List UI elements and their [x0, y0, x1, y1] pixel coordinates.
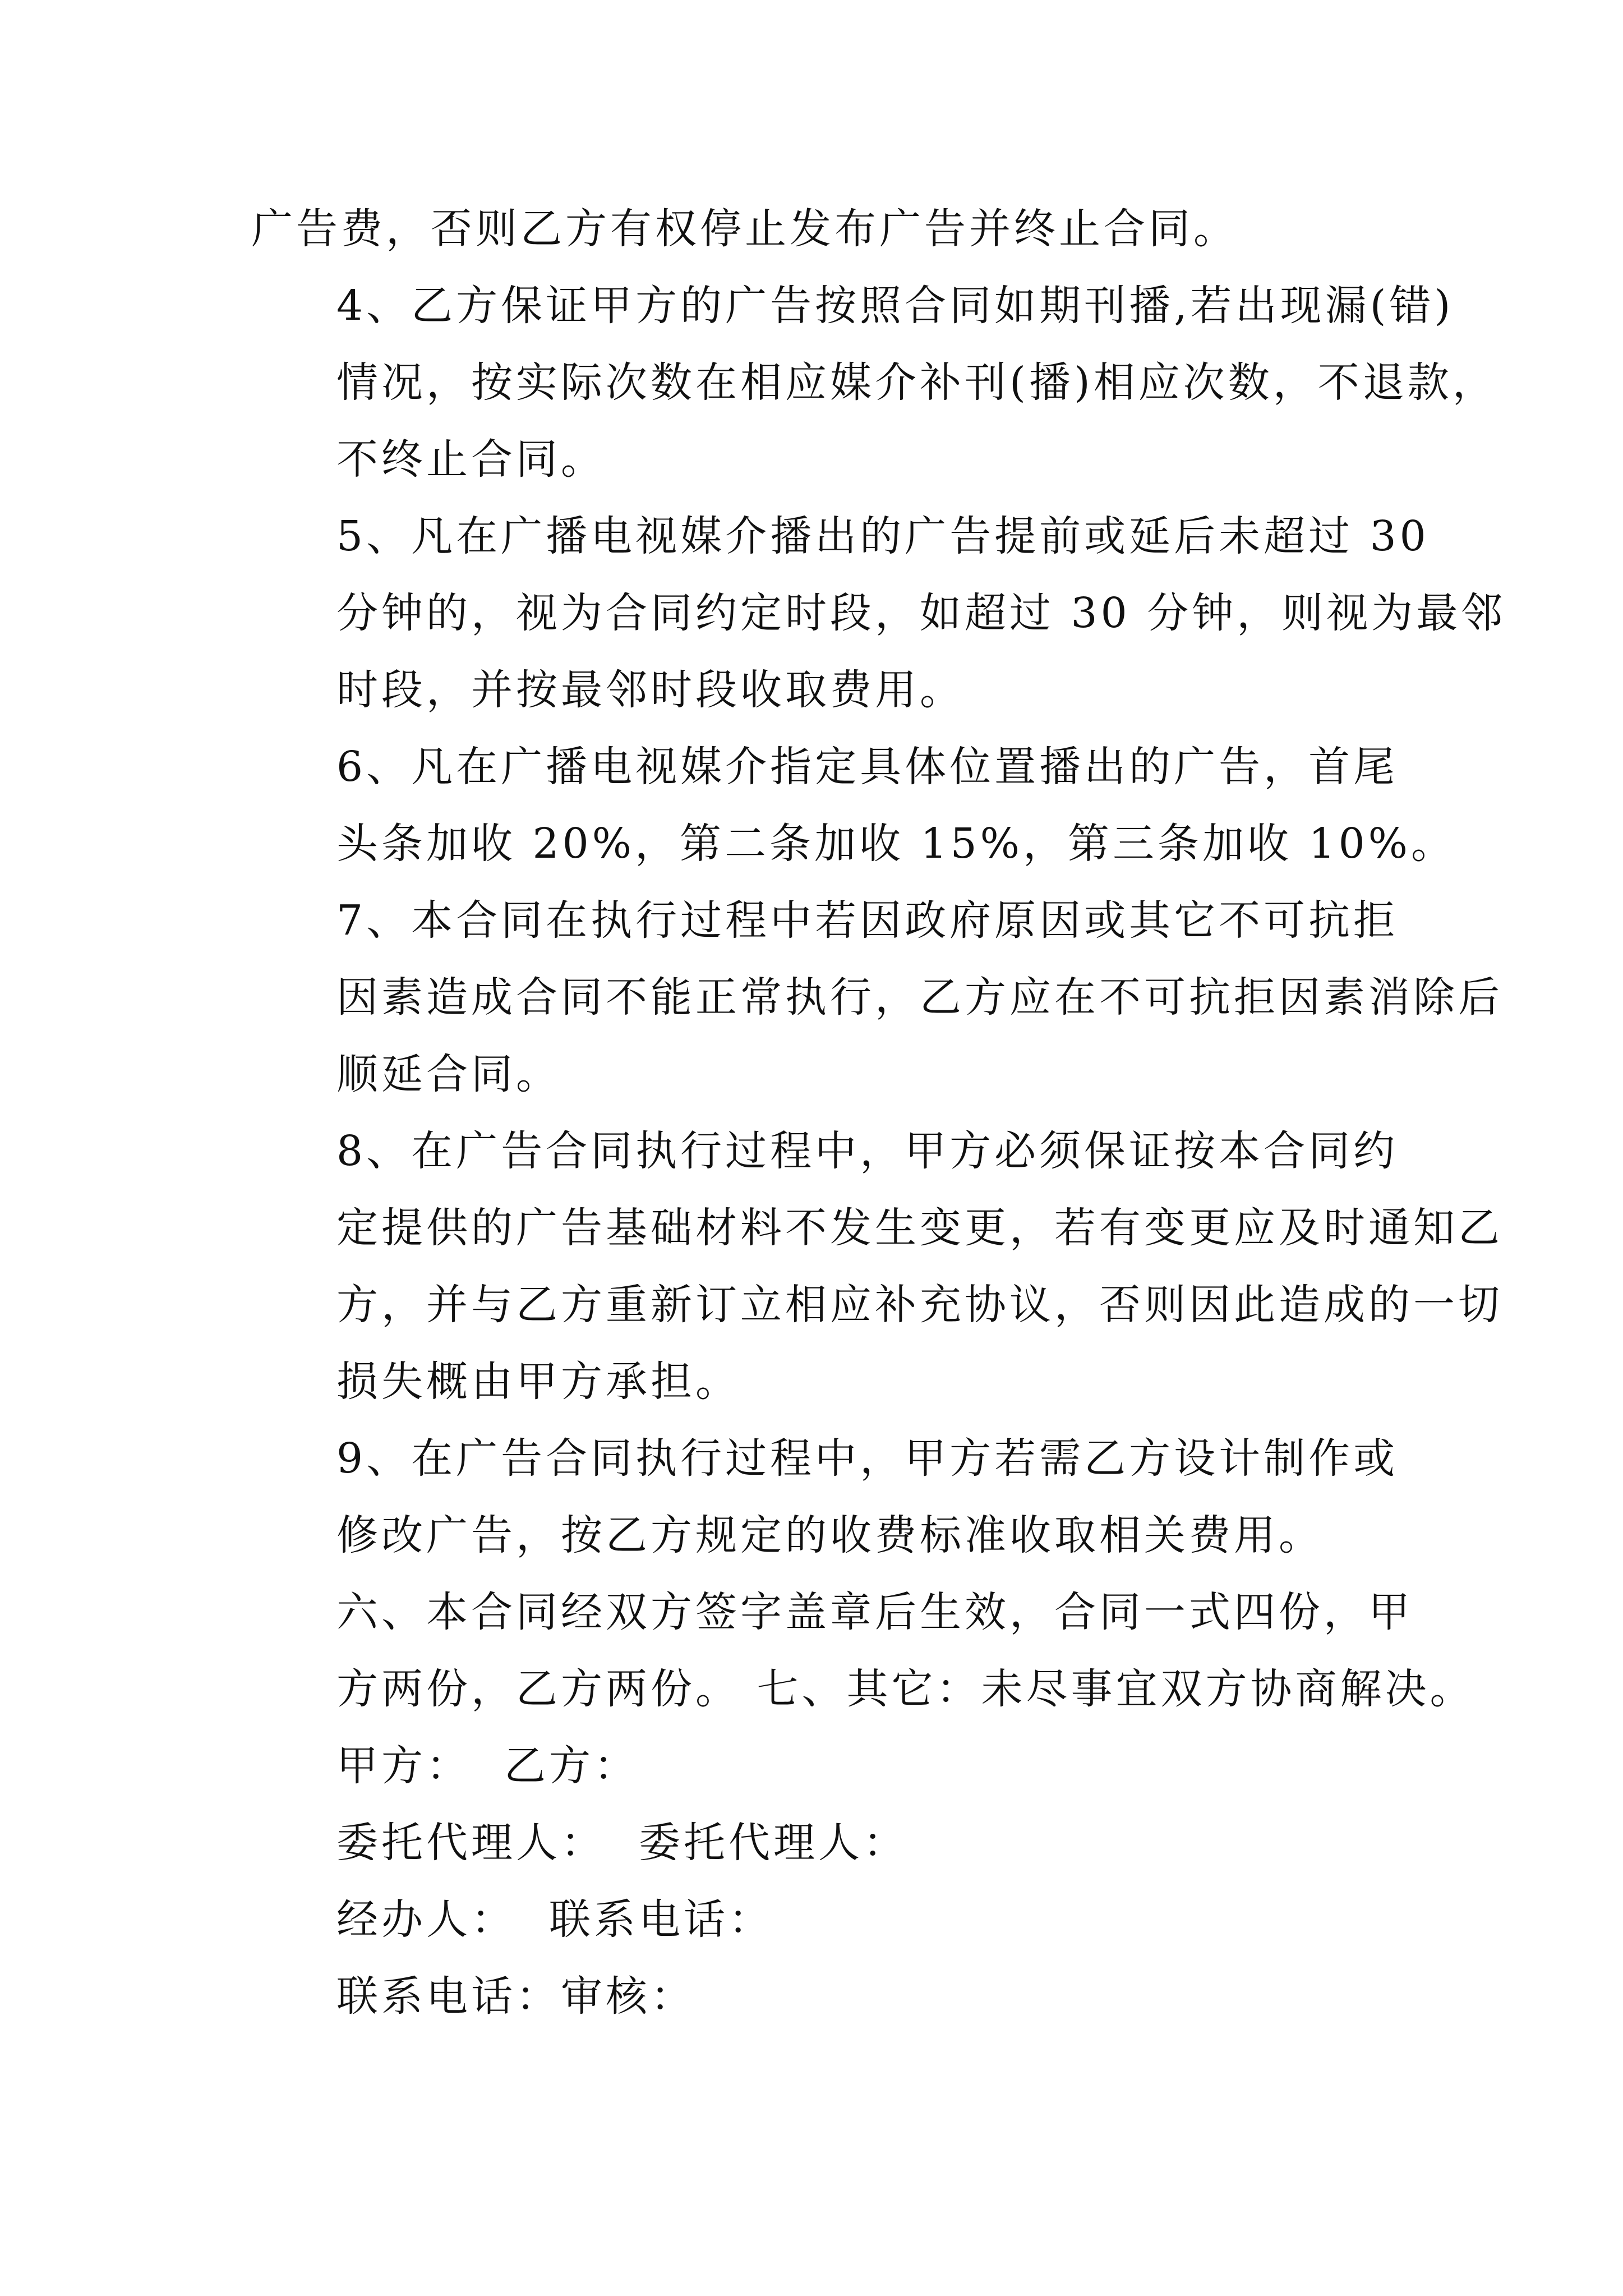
signature-handler-line: 经办人： 联系电话： [336, 1895, 774, 1944]
paragraph-clause-7 [251, 882, 1503, 1113]
contract-body [251, 191, 1506, 2035]
text-line: 方两份，乙方两份。 七、其它：未尽事宜双方协商解决。 [336, 1665, 1475, 1713]
paragraph-section-6-7 [251, 1574, 1475, 1728]
text-line: 6、凡在广播电视媒介指定具体位置播出的广告，首尾 [336, 743, 1399, 791]
paragraph-clause-4 [251, 268, 1497, 498]
text-line: 因素造成合同不能正常执行，乙方应在不可抗拒因素消除后 [336, 973, 1503, 1022]
text-line: 时段，并按最邻时段收取费用。 [336, 666, 965, 714]
paragraph-clause-5 [251, 498, 1506, 729]
text-line: 损失概由甲方承担。 [336, 1358, 740, 1406]
paragraph-clause-8 [251, 1113, 1503, 1420]
text-line: 8、在广告合同执行过程中，甲方必须保证按本合同约 [336, 1127, 1399, 1175]
text-line: 定提供的广告基础材料不发生变更，若有变更应及时通知乙 [336, 1204, 1503, 1252]
paragraph-clause-9 [251, 1420, 1407, 1574]
text-line: 分钟的，视为合同约定时段，如超过 30 分钟，则视为最邻 [336, 589, 1506, 637]
text-line: 方，并与乙方重新订立相应补充协议，否则因此造成的一切 [336, 1281, 1503, 1329]
paragraph-advertising-fee [251, 191, 1407, 268]
text-line: 六、本合同经双方签字盖章后生效，合同一式四份，甲 [336, 1588, 1413, 1636]
signature-party-line: 甲方： 乙方： [336, 1742, 639, 1790]
text-line: 顺延合同。 [336, 1050, 561, 1098]
text-line: 修改广告，按乙方规定的收费标准收取相关费用。 [336, 1511, 1324, 1559]
text-line: 7、本合同在执行过程中若因政府原因或其它不可抗拒 [336, 896, 1399, 945]
paragraph-clause-6 [251, 729, 1456, 882]
signature-phone-review-line: 联系电话：审核： [336, 1972, 695, 2021]
text-line: 广告费，否则乙方有权停止发布广告并终止合同。 [251, 205, 1238, 253]
text-line: 不终止合同。 [336, 435, 606, 484]
text-line: 9、在广告合同执行过程中，甲方若需乙方设计制作或 [336, 1434, 1399, 1483]
text-line: 5、凡在广播电视媒介播出的广告提前或延后未超过 30 [336, 512, 1430, 560]
signature-agent-line: 委托代理人： 委托代理人： [336, 1819, 909, 1867]
text-line: 4、乙方保证甲方的广告按照合同如期刊播,若出现漏(错) [336, 282, 1454, 330]
text-line: 头条加收 20%，第二条加收 15%，第三条加收 10%。 [336, 820, 1456, 868]
text-line: 情况，按实际次数在相应媒介补刊(播)相应次数，不退款， [336, 358, 1497, 407]
